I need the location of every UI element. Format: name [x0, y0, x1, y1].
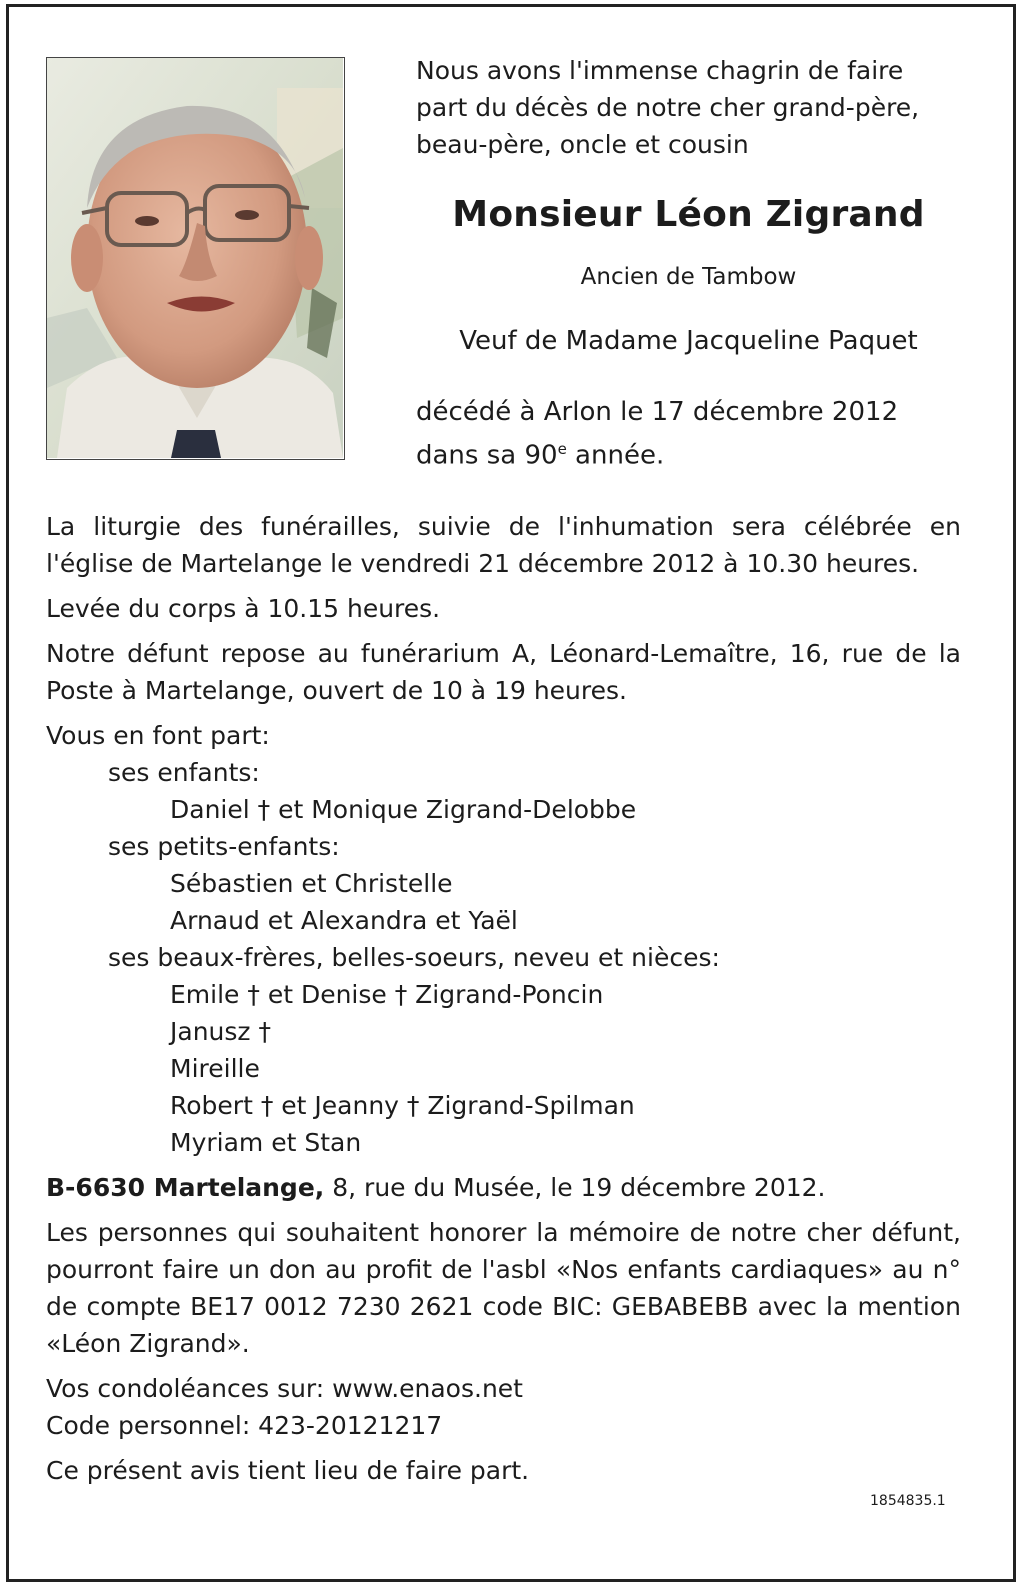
family-member: Daniel † et Monique Zigrand-Delobbe: [170, 795, 637, 824]
family-member: Mireille: [170, 1054, 260, 1083]
children-label: ses enfants:: [108, 758, 260, 787]
former-affiliation: Ancien de Tambow: [580, 264, 797, 290]
death-date-line: décédé à Arlon le 17 décembre 2012: [416, 397, 899, 427]
portrait-photo: [46, 57, 345, 460]
donation-paragraph: Les personnes qui souhaitent honorer la mémoire de notre cher défunt, pourront faire un don au profit de l'asbl «Nos enfants cardiaques» au n° de compte BE17 0012 7230 2621 code BIC: GEBABEBB avec la mention «Léon Zigrand».: [46, 1218, 961, 1358]
funerarium-paragraph: Notre défunt repose au funérarium A, Léonard-Lemaître, 16, rue de la Poste à Martelange, ouvert de 10 à 19 heures.: [46, 639, 961, 705]
grandchildren-label: ses petits-enfants:: [108, 832, 340, 861]
personal-code-line: Code personnel: 423-20121217: [46, 1411, 443, 1440]
address-line: [46, 1169, 961, 1206]
death-details: [416, 394, 961, 475]
deceased-name: Monsieur Léon Zigrand: [452, 194, 925, 235]
address-rest: 8, rue du Musée, le 19 décembre 2012.: [324, 1173, 826, 1202]
inlaws-label: ses beaux-frères, belles-soeurs, neveu et nièces:: [108, 943, 720, 972]
liturgy-paragraph: La liturgie des funérailles, suivie de l'inhumation sera célébrée en l'église de Martelange le vendredi 21 décembre 2012 à 10.30 heures.: [46, 512, 961, 578]
age-text: dans sa 90: [416, 440, 558, 471]
widow-line: Veuf de Madame Jacqueline Paquet: [459, 326, 918, 356]
address-bold: B-6630 Martelange,: [46, 1173, 325, 1202]
age-superscript: e: [557, 440, 567, 458]
age-line: [416, 431, 961, 475]
family-member: Janusz †: [170, 1017, 271, 1046]
intro-text: Nous avons l'immense chagrin de faire part du décès de notre cher grand-père, beau-père, oncle et cousin: [416, 56, 920, 159]
notice-body: [46, 508, 961, 1489]
family-member: Sébastien et Christelle: [170, 869, 453, 898]
announce-intro: Vous en font part:: [46, 721, 270, 750]
condolences-line: Vos condoléances sur: www.enaos.net: [46, 1374, 523, 1403]
age-text-end: année.: [566, 440, 665, 471]
portrait-image: [47, 58, 343, 458]
family-member: Myriam et Stan: [170, 1128, 362, 1157]
family-member: Robert † et Jeanny † Zigrand-Spilman: [170, 1091, 635, 1120]
notice-disclaimer: Ce présent avis tient lieu de faire part.: [46, 1456, 530, 1485]
family-member: Emile † et Denise † Zigrand-Poncin: [170, 980, 604, 1009]
reference-number: 1854835.1: [870, 1493, 946, 1509]
levee-paragraph: Levée du corps à 10.15 heures.: [46, 594, 441, 623]
family-member: Arnaud et Alexandra et Yaël: [170, 906, 518, 935]
